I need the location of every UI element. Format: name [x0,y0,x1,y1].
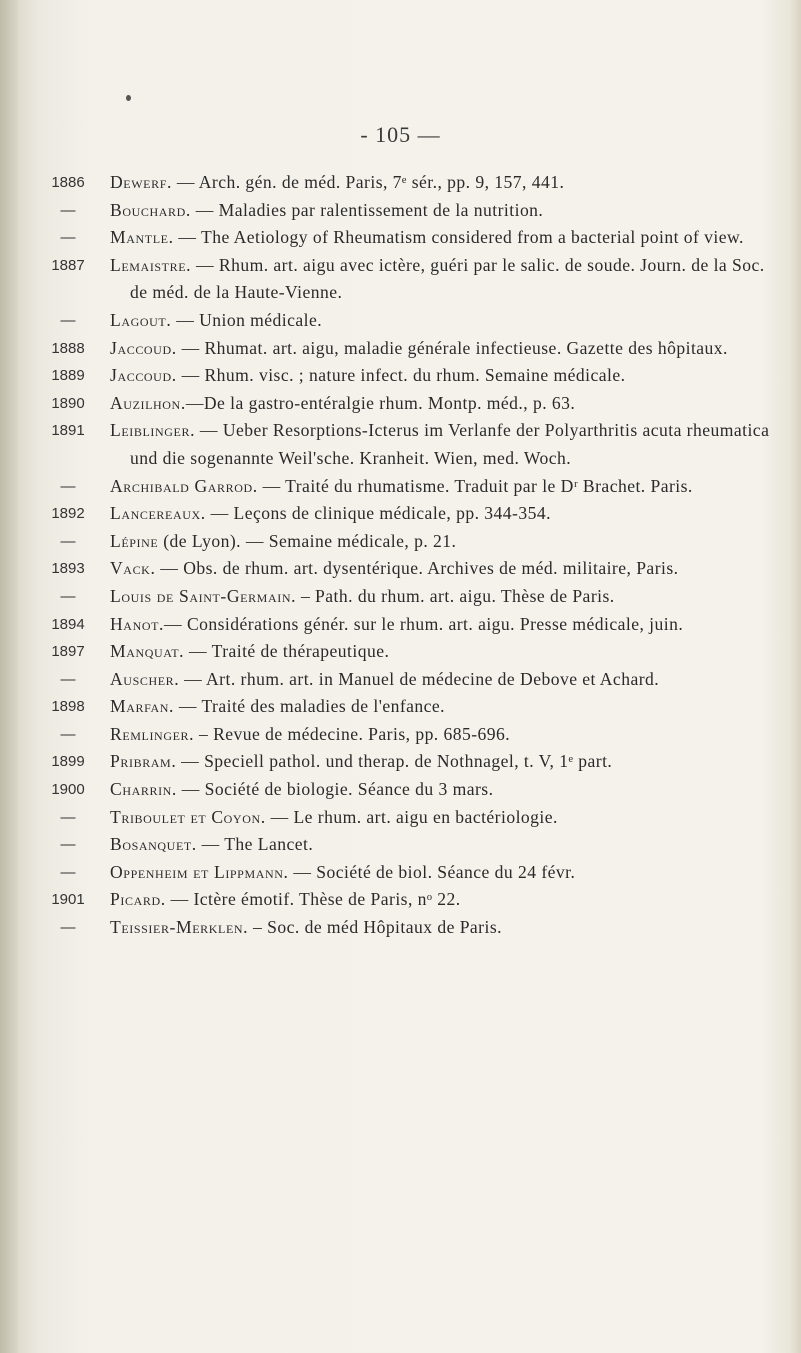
bibliography-entry [40,886,780,914]
bibliography-entry [40,169,780,197]
entry-text [110,500,780,528]
entry-author: Jaccoud. [110,337,177,358]
bibliography-entry [40,748,780,776]
entry-author: Lemaistre. [110,254,192,275]
entry-year: — [60,477,76,495]
entry-author: Triboulet et Coyon. [110,806,266,827]
entry-text [110,473,780,501]
page-number: - 105 — [360,122,441,147]
entry-author: Pribram. [110,751,177,772]
entry-text [110,528,780,556]
bibliography-entry [40,831,780,859]
entry-reference: — Union médicale. [171,309,323,330]
entry-author: Bosanquet. [110,834,197,855]
bibliography-entry [40,914,780,942]
entry-text [110,804,780,832]
entry-author: Picard. [110,889,166,910]
bibliography-entry [40,224,780,252]
bibliography-entry [40,666,780,694]
entry-author: Auscher. [110,668,180,689]
entry-reference: – Path. du rhum. art. aigu. Thèse de Paris. [296,585,615,606]
entry-text [110,390,780,418]
entry-author: Leiblinger. [110,420,196,441]
bibliography-entry [40,693,780,721]
entry-text [110,886,780,914]
entry-reference: — The Aetiology of Rheumatism considered from a bacterial point of view. [173,227,744,248]
entry-author: Marfan. [110,696,175,717]
entry-year: 1894 [51,615,85,633]
entry-year: — [60,532,76,550]
entry-year: — [60,919,76,937]
entry-author: Charrin. [110,779,177,800]
entry-reference: — Obs. de rhum. art. dysentérique. Archives de méd. militaire, Paris. [155,558,679,579]
entry-text [110,831,780,859]
entry-text [110,776,780,804]
entry-reference: — Ueber Resorptions-Icterus im Verlanfe der Polyarthritis acuta rheumatica und die sogenannte Weil'sche. Kranheit. Wien, med. Woch. [130,420,770,468]
entry-year: — [60,201,76,219]
entry-year: 1898 [51,698,85,716]
entry-text [110,362,780,390]
entry-year: — [60,587,76,605]
entry-reference: — Traité du rhumatisme. Traduit par le Dʳ Brachet. Paris. [257,475,693,496]
bibliography-entry [40,611,780,639]
bibliography-entry [40,500,780,528]
entry-reference: — Ictère émotif. Thèse de Paris, nᵒ 22. [165,889,461,910]
entry-reference: — Maladies par ralentissement de la nutrition. [190,199,544,220]
entry-year: 1888 [51,339,85,357]
bibliography-entry [40,804,780,832]
entry-year: — [60,670,76,688]
entry-reference: — Le rhum. art. aigu en bactériologie. [265,806,558,827]
entry-text [110,417,780,472]
entry-reference: — Considérations génér. sur le rhum. art. aigu. Presse médicale, juin. [164,613,684,634]
entry-text [110,224,780,252]
entry-text [110,859,780,887]
entry-text [110,555,780,583]
entry-reference: — Traité des maladies de l'enfance. [174,696,446,717]
entry-author: Bouchard. [110,199,191,220]
entry-text [110,693,780,721]
entry-text [110,666,780,694]
bibliography-entry [40,390,780,418]
entry-text [110,197,780,225]
bibliography-entry [40,252,780,307]
entry-reference: — Société de biol. Séance du 24 févr. [288,861,576,882]
entry-year: — [60,229,76,247]
entry-author: Dewerf. [110,172,172,192]
entry-year: — [60,725,76,743]
entry-text [110,583,780,611]
bibliography-entry [40,362,780,390]
entry-author: Teissier-Merklen. [110,917,249,938]
entry-author: Lépine [110,530,159,551]
entry-author: Auzilhon. [110,392,186,413]
entry-reference: — Speciell pathol. und therap. de Nothnagel, t. V, 1ᵉ part. [176,751,613,772]
entry-author: Lagout. [110,309,172,330]
entry-reference: —De la gastro-entéralgie rhum. Montp. méd., p. 63. [185,392,576,413]
entry-author: Manquat. [110,641,185,662]
entry-reference: – Revue de médecine. Paris, pp. 685-696. [194,723,511,744]
entry-author: Hanot. [110,613,165,634]
bibliography-list [40,169,780,942]
entry-reference: — Rhum. visc. ; nature infect. du rhum. Semaine médicale. [176,365,626,386]
entry-text [110,638,780,666]
bibliography-entry [40,638,780,666]
entry-year: 1886 [51,174,85,191]
entry-year: 1893 [51,560,85,578]
entry-year: 1889 [51,367,85,385]
entry-text [110,252,780,307]
entry-author: Louis de Saint-Germain. [110,585,297,606]
bibliography-entry [40,555,780,583]
book-spine-shadow [0,0,18,1353]
entry-year: — [60,863,76,881]
entry-text [110,307,780,335]
entry-author: Archibald Garrod. [110,475,258,496]
entry-year: 1897 [51,643,85,661]
bibliography-entry [40,583,780,611]
bibliography-entry [40,721,780,749]
bibliography-entry [40,197,780,225]
entry-reference: — Art. rhum. art. in Manuel de médecine de Debove et Achard. [179,668,660,689]
entry-text [110,914,780,942]
entry-year: 1887 [51,256,85,274]
entry-text [110,748,780,776]
entry-year: 1900 [51,781,85,799]
entry-year: 1890 [51,394,85,412]
entry-text [110,611,780,639]
entry-reference: — The Lancet. [196,834,314,855]
entry-reference: — Rhum. art. aigu avec ictère, guéri par le salic. de soude. Journ. de la Soc. de méd. de la Haute-Vienne. [130,254,765,303]
entry-year: 1901 [51,891,85,909]
entry-year: — [60,311,76,329]
entry-author: Vack. [110,558,156,579]
entry-text [110,169,780,197]
bibliography-entry [40,417,780,472]
entry-reference: — Société de biologie. Séance du 3 mars. [176,779,494,800]
bibliography-entry [40,335,780,363]
entry-author: Jaccoud. [110,365,177,386]
bibliography-entry [40,776,780,804]
entry-reference: (de Lyon). — Semaine médicale, p. 21. [158,530,457,551]
ink-spot [126,95,131,101]
entry-reference: — Leçons de clinique médicale, pp. 344-354. [205,503,551,524]
entry-author: Remlinger. [110,723,195,744]
entry-year: 1891 [51,422,85,440]
bibliography-entry [40,307,780,335]
entry-text [110,335,780,363]
entry-reference: — Traité de thérapeutique. [184,641,390,662]
entry-author: Lancereaux. [110,503,206,524]
entry-year: 1892 [51,505,85,523]
entry-text [110,721,780,749]
entry-reference: — Arch. gén. de méd. Paris, 7ᵉ sér., pp. 9, 157, 441. [171,172,565,192]
entry-author: Mantle. [110,227,174,248]
bibliography-entry [40,528,780,556]
entry-author: Oppenheim et Lippmann. [110,861,289,882]
entry-reference: – Soc. de méd Hôpitaux de Paris. [248,917,502,938]
entry-year: — [60,808,76,826]
bibliography-entry [40,859,780,887]
bibliography-entry [40,473,780,501]
entry-year: 1899 [51,753,85,771]
entry-reference: — Rhumat. art. aigu, maladie générale infectieuse. Gazette des hôpitaux. [176,337,728,358]
entry-year: — [60,836,76,854]
